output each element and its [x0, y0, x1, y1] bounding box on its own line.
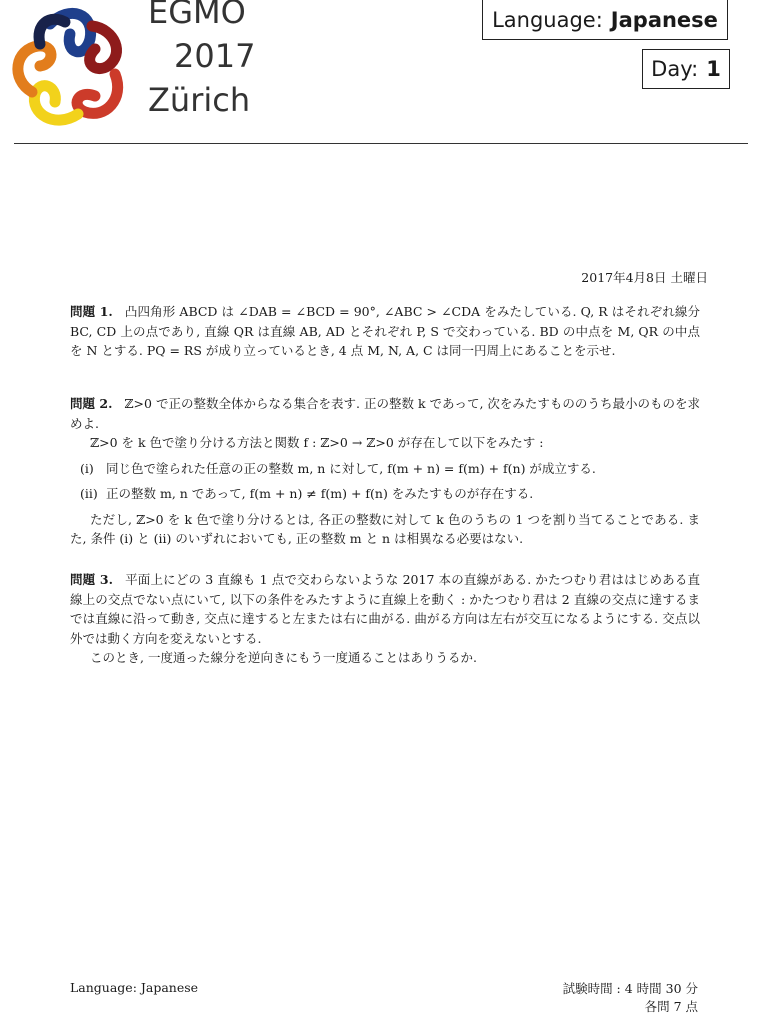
problem-3-body [70, 570, 700, 648]
problem-1 [70, 302, 700, 361]
problem-3-intro: 平面上にどの 3 直線も 1 点で交わらないような 2017 本の直線がある. かたつむり君ははじめある直線上の交点でない点にいて, 以下の条件をみたすように直線上を動く : かたつむり君は 2 直線の交点に達するまでは直線に沿って動き, 交点に達すると左または右に曲がる. 曲がる方向は左右が交互になるようにする. 交点以外では動く方向を変えないとする. [70, 572, 700, 646]
problem-2-intro: ℤ>0 で正の整数全体からなる集合を表す. 正の整数 k であって, 次をみたすもののうち最小のものを求めよ. [70, 396, 700, 431]
logo-line-egmo: EGMO [148, 0, 246, 31]
language-box [482, 0, 728, 40]
problem-2-item-ii [80, 484, 700, 504]
footer-time: 試験時間 : 4 時間 30 分 [562, 981, 698, 996]
problem-3-question: このとき, 一度通った線分を逆向きにもう一度通ることはありうるか. [90, 650, 477, 665]
item-text: 正の整数 m, n であって, f(m + n) ≠ f(m) + f(n) をみたすものが存在する. [106, 486, 534, 501]
problem-2-note: ただし, ℤ>0 を k 色で塗り分けるとは, 各正の整数に対して k 色のうちの 1 つを割り当てることである. また, 条件 (i) と (ii) のいずれにおいても, 正の整数 m と n は相異なる必要はない. [70, 511, 700, 546]
footer-exam-info [563, 980, 698, 1016]
logo-line-year: 2017 [174, 37, 256, 75]
language-value: Japanese [610, 7, 718, 32]
problem-1-label: 問題 1. [70, 304, 113, 319]
problem-1-text: 凸四角形 ABCD は ∠DAB = ∠BCD = 90°, ∠ABC > ∠CDA をみたしている. Q, R はそれぞれ線分 BC, CD 上の点であり, 直線 QR は直線 AB, AD とそれぞれ P, S で交わっている. BD の中点を M, QR の中点を N とする. PQ = RS が成り立っているとき, 4 点 M, N, A, C は同一円周上にあることを示せ. [70, 304, 700, 358]
problem-2-item-i [80, 459, 700, 479]
problem-2-body [70, 394, 700, 433]
egmo-logo [10, 4, 140, 134]
day-value: 1 [706, 57, 721, 81]
problem-3 [70, 570, 700, 668]
day-label: Day: [651, 57, 699, 81]
problem-2 [70, 394, 700, 549]
footer-language: Language: Japanese [70, 980, 199, 995]
header-divider [14, 143, 748, 144]
exam-date: 2017年4月8日 土曜日 [581, 270, 708, 285]
item-text: 同じ色で塗られた任意の正の整数 m, n に対して, f(m + n) = f(m) + f(n) が成立する. [106, 460, 596, 476]
day-box [642, 49, 730, 89]
logo-line-city: Zürich [148, 81, 251, 119]
problem-1-body [70, 302, 700, 361]
footer-points: 各問 7 点 [644, 999, 698, 1014]
problem-2-label: 問題 2. [70, 396, 113, 411]
language-label: Language: [492, 7, 603, 32]
item-number: (i) [80, 460, 94, 476]
item-number: (ii) [80, 486, 98, 501]
problem-3-label: 問題 3. [70, 572, 113, 587]
problem-2-condition: ℤ>0 を k 色で塗り分ける方法と関数 f : ℤ>0 → ℤ>0 が存在して以下をみたす : [90, 435, 544, 450]
egmo-logo-text [148, 0, 255, 122]
